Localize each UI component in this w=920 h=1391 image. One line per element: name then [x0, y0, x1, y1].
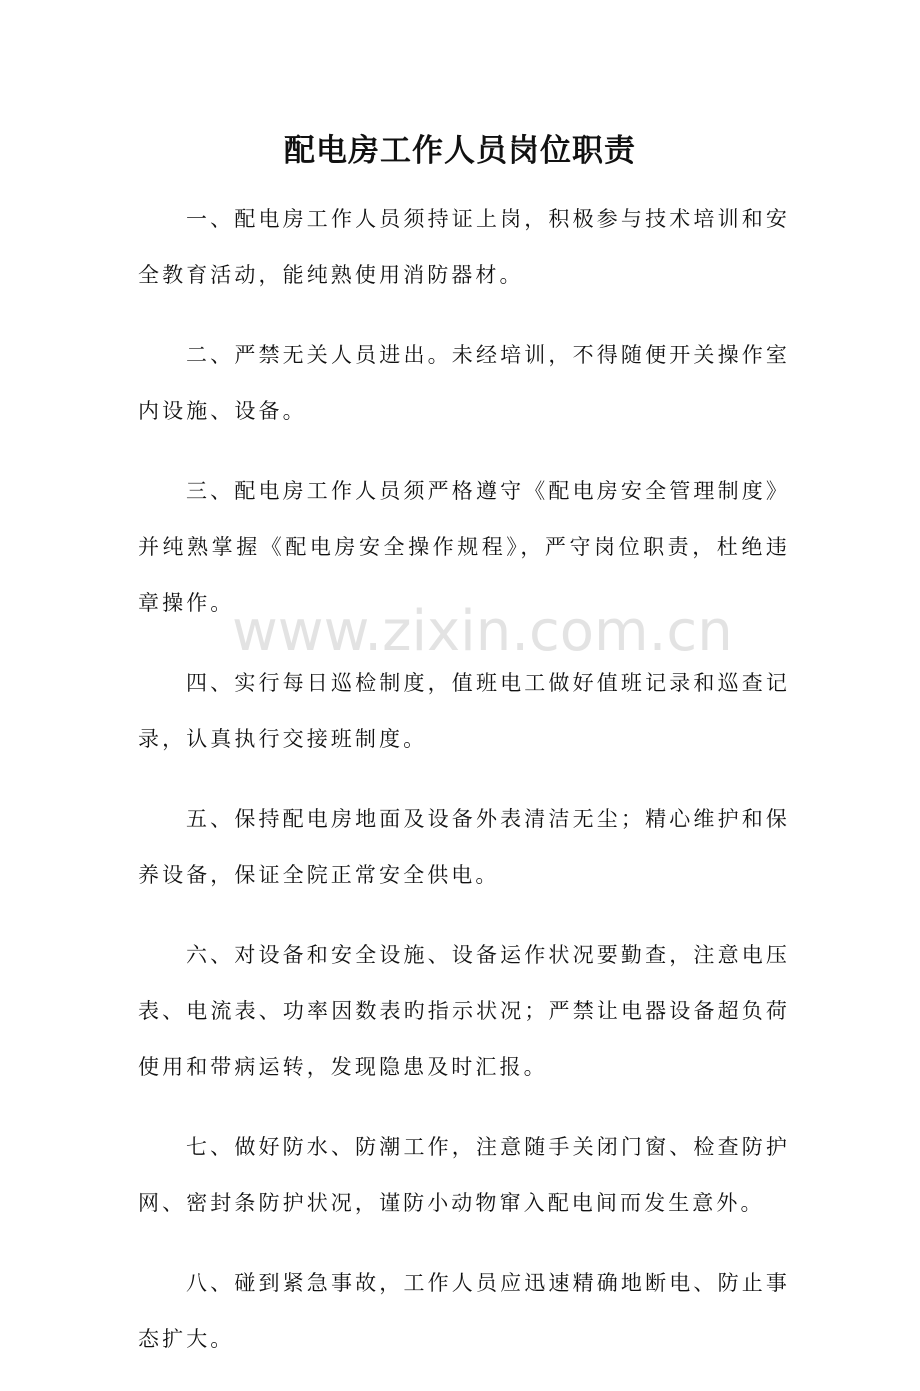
clause-7: 七、做好防水、防潮工作，注意随手关闭门窗、检查防护网、密封条防护状况，谨防小动物窜入配电间而发生意外。	[138, 1135, 790, 1215]
document-title: 配电房工作人员岗位职责	[284, 133, 636, 169]
clause-5: 五、保持配电房地面及设备外表清洁无尘；精心维护和保养设备，保证全院正常安全供电。	[138, 807, 790, 887]
clause-1: 一、配电房工作人员须持证上岗，积极参与技术培训和安全教育活动，能纯熟使用消防器材。	[138, 207, 790, 287]
document-body	[138, 191, 790, 1391]
clause-2: 二、严禁无关人员进出。未经培训，不得随便开关操作室内设施、设备。	[138, 343, 790, 423]
clause-4: 四、实行每日巡检制度，值班电工做好值班记录和巡查记录，认真执行交接班制度。	[138, 671, 790, 751]
clause-3: 三、配电房工作人员须严格遵守《配电房安全管理制度》并纯熟掌握《配电房安全操作规程》，严守岗位职责，杜绝违章操作。	[138, 479, 790, 615]
clause-6: 六、对设备和安全设施、设备运作状况要勤查，注意电压表、电流表、功率因数表旳指示状况；严禁让电器设备超负荷使用和带病运转，发现隐患及时汇报。	[138, 943, 790, 1079]
clause-8: 八、碰到紧急事故，工作人员应迅速精确地断电、防止事态扩大。	[138, 1271, 790, 1351]
watermark: www.zixin.com.cn	[232, 599, 733, 664]
